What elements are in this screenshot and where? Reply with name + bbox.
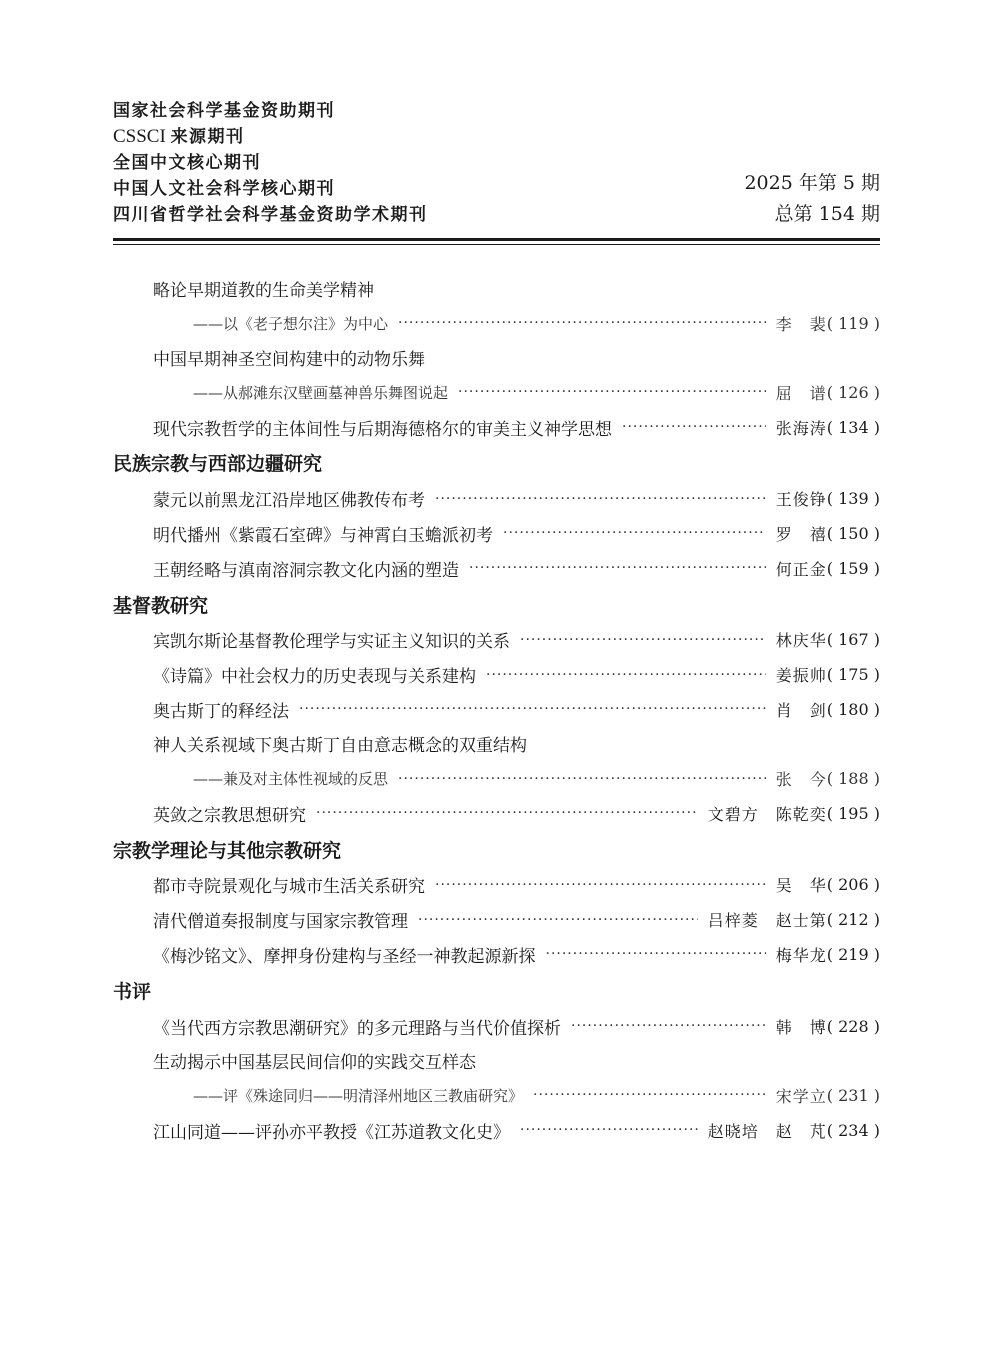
article-row — [113, 551, 880, 586]
article-author: 文碧方 陈乾奕 — [707, 804, 827, 824]
article-title: 英敛之宗教思想研究 — [153, 805, 306, 826]
article-title: 《当代西方宗教思潮研究》的多元理路与当代价值探析 — [153, 1018, 561, 1039]
page-number: ( 195 ) — [826, 803, 880, 823]
article-subtitle: ——兼及对主体性视域的反思 — [193, 770, 389, 789]
article-row — [113, 516, 880, 551]
article-subtitle-row — [113, 375, 880, 410]
article-row — [113, 902, 880, 937]
article-author: 梅华龙 — [775, 945, 827, 965]
journal-credentials — [113, 98, 428, 228]
dot-leader — [458, 384, 766, 400]
page-number: ( 139 ) — [826, 489, 880, 509]
dot-leader — [398, 771, 766, 787]
article-author: 林庆华 — [775, 631, 827, 651]
article-author: 肖 剑 — [775, 700, 827, 720]
article-subtitle-row — [113, 1078, 880, 1113]
article-row — [113, 481, 880, 516]
article-author: 罗 禧 — [775, 524, 827, 544]
article-title: 清代僧道奏报制度与国家宗教管理 — [153, 912, 408, 933]
header-rule-thin — [113, 244, 880, 245]
article-title: 江山同道——评孙亦平教授《江苏道教文化史》 — [153, 1122, 510, 1143]
article-author: 李 裴 — [775, 314, 827, 334]
header-rule-thick — [113, 238, 880, 241]
cssci-text: CSSCI — [113, 126, 166, 147]
dot-leader — [546, 946, 766, 962]
article-author: 姜振帅 — [775, 666, 827, 686]
article-author: 王俊铮 — [775, 490, 827, 510]
page-number: ( 219 ) — [826, 944, 880, 964]
credential-line: 全国中文核心期刊 — [113, 153, 261, 173]
section-heading: 宗教学理论与其他宗教研究 — [113, 839, 342, 862]
article-author: 张 今 — [775, 770, 827, 790]
article-author: 宋学立 — [775, 1086, 827, 1106]
dot-leader — [571, 1018, 766, 1034]
article-title: 中国早期神圣空间构建中的动物乐舞 — [153, 350, 425, 371]
article-title: 现代宗教哲学的主体间性与后期海德格尔的审美主义神学思想 — [153, 419, 612, 440]
dot-leader — [533, 1087, 766, 1103]
page-number: ( 159 ) — [826, 558, 880, 578]
article-row — [113, 410, 880, 445]
article-subtitle: ——评《殊途同归——明清泽州地区三教庙研究》 — [193, 1086, 524, 1105]
article-row — [113, 868, 880, 903]
issue-info — [744, 168, 880, 230]
article-title: 《梅沙铭文》、摩押身份建构与圣经一神教起源新探 — [153, 946, 536, 967]
page-number: ( 188 ) — [826, 769, 880, 789]
dot-leader — [299, 701, 766, 717]
page-number: ( 212 ) — [826, 910, 880, 930]
dot-leader — [486, 667, 766, 683]
dot-leader — [622, 419, 766, 435]
page-number: ( 231 ) — [826, 1085, 880, 1105]
dot-leader — [398, 315, 766, 331]
dot-leader — [435, 877, 766, 893]
dot-leader — [520, 1122, 698, 1138]
article-row — [113, 623, 880, 658]
article-subtitle-row — [113, 306, 880, 341]
article-title: 明代播州《紫霞石室碑》与神霄白玉蟾派初考 — [153, 525, 493, 546]
credential-line-cssci — [113, 124, 428, 150]
page-number: ( 119 ) — [826, 313, 880, 333]
page-number: ( 126 ) — [826, 382, 880, 402]
page-number: ( 175 ) — [826, 665, 880, 685]
article-title: 神人关系视域下奥古斯丁自由意志概念的双重结构 — [153, 736, 527, 757]
dot-leader — [418, 912, 698, 928]
page-number: ( 234 ) — [826, 1120, 880, 1140]
article-author: 屈 谱 — [775, 383, 827, 403]
table-of-contents — [113, 271, 880, 1147]
article-author: 韩 博 — [775, 1017, 827, 1037]
article-title: 略论早期道教的生命美学精神 — [153, 280, 374, 301]
article-title: 都市寺院景观化与城市生活关系研究 — [153, 877, 425, 898]
article-author: 何正金 — [775, 559, 827, 579]
article-author: 吕梓菱 赵士第 — [707, 911, 827, 931]
article-title: 奥古斯丁的释经法 — [153, 701, 289, 722]
credential-line: 中国人文社会科学核心期刊 — [113, 179, 335, 199]
credential-line: 国家社会科学基金资助期刊 — [113, 101, 335, 121]
article-title: 宾凯尔斯论基督教伦理学与实证主义知识的关系 — [153, 632, 510, 653]
article-title: 《诗篇》中社会权力的历史表现与关系建构 — [153, 667, 476, 688]
page-number: ( 180 ) — [826, 699, 880, 719]
dot-leader — [469, 560, 766, 576]
article-subtitle: ——从郝滩东汉壁画墓神兽乐舞图说起 — [193, 383, 449, 402]
article-subtitle: ——以《老子想尔注》为中心 — [193, 314, 389, 333]
article-row — [113, 692, 880, 727]
article-row — [113, 1009, 880, 1044]
dot-leader — [316, 805, 698, 821]
article-row — [113, 657, 880, 692]
cssci-suffix: 来源期刊 — [170, 127, 245, 147]
article-subtitle-row — [113, 761, 880, 796]
article-row — [113, 937, 880, 972]
article-row — [113, 796, 880, 831]
credential-line: 四川省哲学社会科学基金资助学术期刊 — [113, 205, 428, 225]
page-number: ( 228 ) — [826, 1016, 880, 1036]
page-number: ( 206 ) — [826, 875, 880, 895]
article-title: 蒙元以前黑龙江沿岸地区佛教传布考 — [153, 491, 425, 512]
article-title: 生动揭示中国基层民间信仰的实践交互样态 — [153, 1053, 476, 1074]
article-author: 赵晓培 赵 芃 — [707, 1121, 827, 1141]
page-number: ( 134 ) — [826, 417, 880, 437]
page-number: ( 150 ) — [826, 523, 880, 543]
dot-leader — [520, 632, 766, 648]
article-author: 张海涛 — [775, 418, 827, 438]
dot-leader — [435, 491, 766, 507]
dot-leader — [503, 525, 766, 541]
page-number: ( 167 ) — [826, 630, 880, 650]
article-title: 王朝经略与滇南溶洞宗教文化内涵的塑造 — [153, 560, 459, 581]
section-heading: 民族宗教与西部边疆研究 — [113, 453, 323, 476]
article-author: 吴 华 — [775, 876, 827, 896]
section-heading: 基督教研究 — [113, 594, 209, 617]
journal-header — [113, 98, 880, 238]
section-heading: 书评 — [113, 980, 152, 1003]
total-issue-number: 总第 154 期 — [774, 203, 880, 225]
article-row — [113, 1113, 880, 1148]
issue-number: 2025 年第 5 期 — [744, 172, 880, 194]
